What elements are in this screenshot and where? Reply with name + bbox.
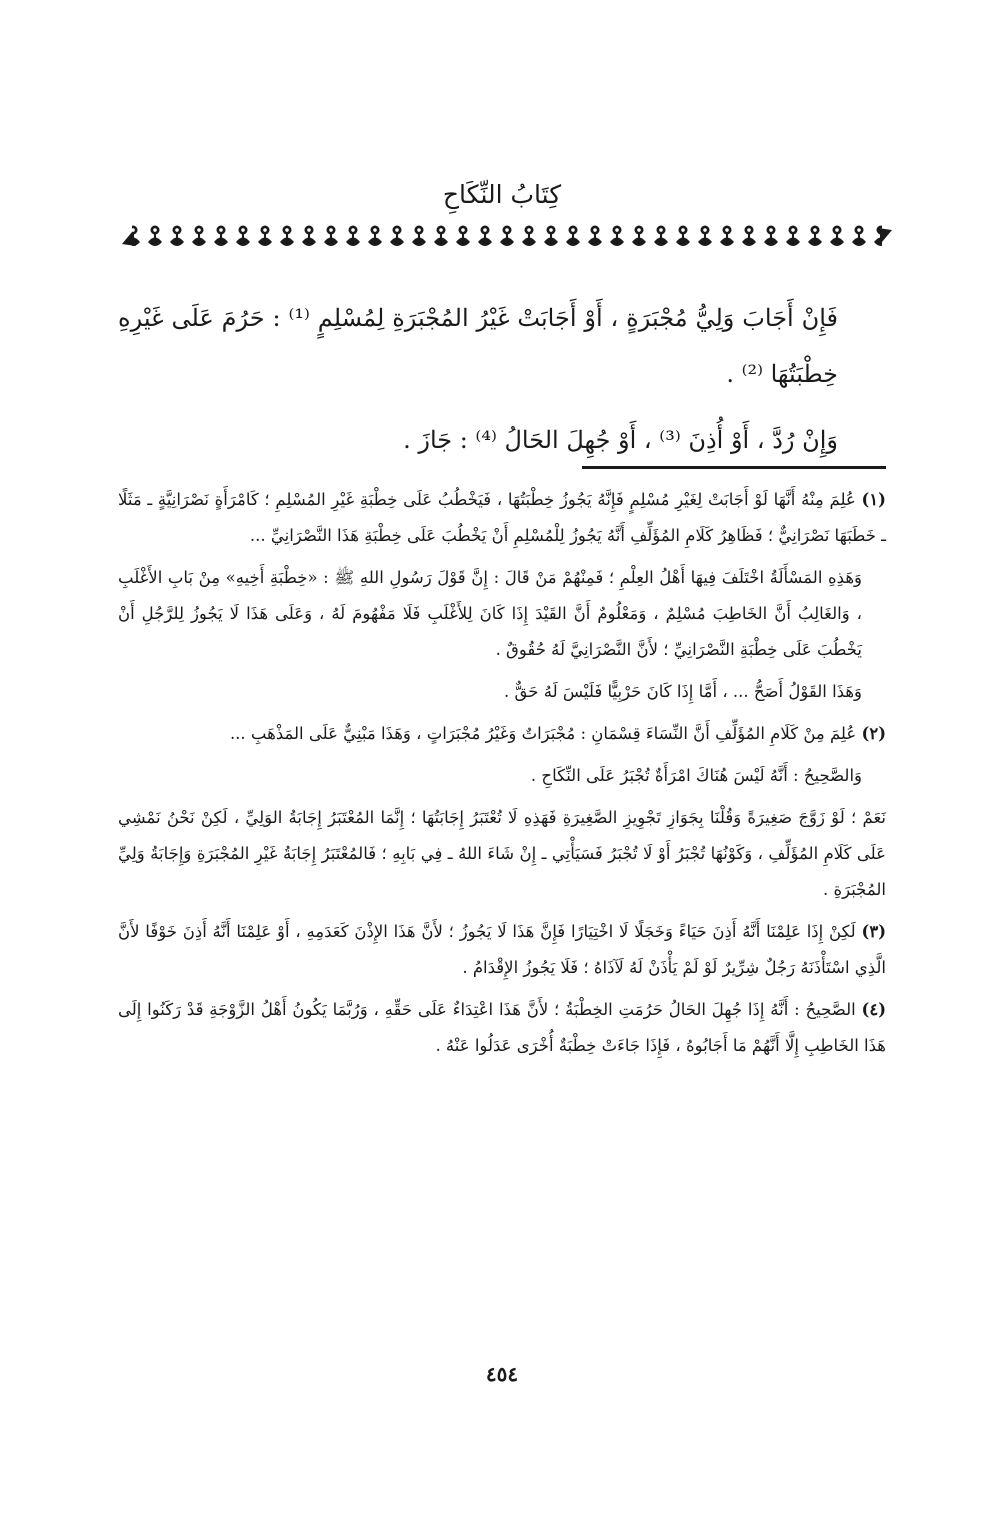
footnote-text: الصَّحِيحُ : أَنَّهُ إِذَا جُهِلَ الحَالُ حَرُمَتِ الخِطْبَةُ ؛ لأَنَّ هَذَا اعْتِدَاءٌ عَلَى حَقِّهِ ، وَرُبَّمَا يَكُونُ أَهْلُ الزَّوْجَةِ قَدْ رَكَنُوا إِلَى هَذَا الخَاطِبِ إِلَّا أَنَّهُمْ مَا أَجَابُوهُ ، فَإِذَا جَاءَتْ خِطْبَةٌ أُخْرَى عَدَلُوا عَنْهُ . [118,1000,886,1055]
footnote-text: وَالصَّحِيحُ : أَنَّهُ لَيْسَ هُنَاكَ امْرَأَةٌ تُجْبَرُ عَلَى النِّكَاحِ . [530,766,862,785]
footnote-text: نَعَمْ ؛ لَوْ زَوَّجَ صَغِيرَةً وَقُلْنَا بِجَوَازِ تَجْوِيزِ الصَّغِيرَةِ فَهَذِهِ لَا تُعْتَبَرُ إِجَابَتُهَا ؛ إِنَّمَا المُعْتَبَرُ إِجَابَةُ الوَلِيِّ ، لَكِنْ نَحْنُ نَمْشِي عَلَى كَلَامِ المُؤَلِّفِ ، وَكَوْنُهَا تُجْبَرُ أَوْ لَا تُجْبَرُ فَسَيَأْتِي ـ إِنْ شَاءَ اللهُ ـ فِي بَابِهِ ؛ فَالمُعْتَبَرُ إِجَابَةُ غَيْرِ المُجْبَرَةِ وَإِجَابَةُ وَلِيِّ المُجْبَرَةِ . [118,808,886,899]
footnote [118,992,886,1064]
footnote [118,800,886,908]
footnote [118,674,886,710]
footnote [118,560,886,668]
main-text [118,290,886,478]
footnote-text: عُلِمَ مِنْهُ أَنَّهَا لَوْ أَجَابَتْ لِغَيْرِ مُسْلِمٍ فَإِنَّهُ يَجُوزُ خِطْبَتُهَا ، فَيَخْطُبُ عَلَى خِطْبَةِ غَيْرِ المُسْلِمِ ؛ كَامْرَأَةٍ نَصْرَانِيَّةٍ ـ مَثَلًا ـ خَطَبَهَا نَصْرَانِيٌّ ؛ فَظَاهِرُ كَلَامِ المُؤَلِّفِ أَنَّهُ يَجُوزُ لِلْمُسْلِمِ أَنْ يَخْطُبَ عَلَى خِطْبَةِ هَذَا النَّصْرَانِيِّ ... [118,490,886,545]
footnote [118,716,886,752]
page-number: ٤٥٤ [485,1362,519,1386]
page-title: كِتَابُ النِّكَاحِ [442,180,562,209]
footnote [118,482,886,554]
footnote [118,758,886,794]
main-paragraph: فَإِنْ أَجَابَ وَلِيُّ مُجْبَرَةٍ ، أَوْ أَجَابَتْ غَيْرُ المُجْبَرَةِ لِمُسْلِمٍ ⁽¹⁾ : حَرُمَ عَلَى غَيْرِهِ خِطْبَتُهَا ⁽²⁾ . [118,304,838,388]
floral-border-icon [122,222,892,252]
footnote-number: (٣) [861,922,887,941]
main-paragraph: وَإِنْ رُدَّ ، أَوْ أُذِنَ ⁽³⁾ ، أَوْ جُهِلَ الحَالُ ⁽⁴⁾ : جَازَ . [403,426,838,454]
footnote-number: (١) [861,490,886,509]
footnote [118,914,886,986]
footnote-text: عُلِمَ مِنْ كَلَامِ المُؤَلِّفِ أَنَّ النِّسَاءَ قِسْمَانِ : مُجْبَرَاتٌ وَغَيْرُ مُجْبَرَاتٍ ، وَهَذَا مَبْنِيٌّ عَلَى المَذْهَبِ ... [229,724,857,743]
footnote-divider [582,466,886,469]
footnote-number: (٢) [861,724,886,743]
footnote-text: وَهَذَا القَوْلُ أَصَحُّ ... ، أَمَّا إِذَا كَانَ حَرْبِيًّا فَلَيْسَ لَهُ حَقٌّ . [504,682,862,701]
footnote-number: (٤) [861,1000,887,1019]
footnote-text: وَهَذِهِ المَسْأَلَةُ اخْتَلَفَ فِيهَا أَهْلُ العِلْمِ ؛ فَمِنْهُمْ مَنْ قَالَ : إِنَّ قَوْلَ رَسُولِ اللهِ ﷺ : «خِطْبَةِ أَخِيهِ» مِنْ بَابِ الأَغْلَبِ ، وَالغَالِبُ أَنَّ الخَاطِبَ مُسْلِمٌ ، وَمَعْلُومٌ أَنَّ القَيْدَ إِذَا كَانَ لِلأَغْلَبِ فَلَا مَفْهُومَ لَهُ ، وَعَلَى هَذَا لَا يَجُوزُ لِلرَّجُلِ أَنْ يَخْطُبَ عَلَى خِطْبَةِ النَّصْرَانِيِّ ؛ لأَنَّ النَّصْرَانِيَّ لَهُ حُقُوقٌ . [118,568,863,659]
footnote-text: لَكِنْ إِذَا عَلِمْنَا أَنَّهُ أَذِنَ حَيَاءً وَخَجَلًا لَا اخْتِيَارًا فَإِنَّ هَذَا لَا يَجُوزُ ؛ لأَنَّ هَذَا الإِذْنَ كَعَدَمِهِ ، أَوْ عَلِمْنَا أَنَّهُ أَذِنَ خَوْفًا لأَنَّ الَّذِي اسْتَأْذَنَهُ رَجُلٌ شِرِّيرٌ لَوْ لَمْ يَأْذَنْ لَهُ لَآذَاهُ ؛ فَلَا يَجُوزُ الإِقْدَامُ . [118,922,886,977]
footnotes [118,482,886,1070]
